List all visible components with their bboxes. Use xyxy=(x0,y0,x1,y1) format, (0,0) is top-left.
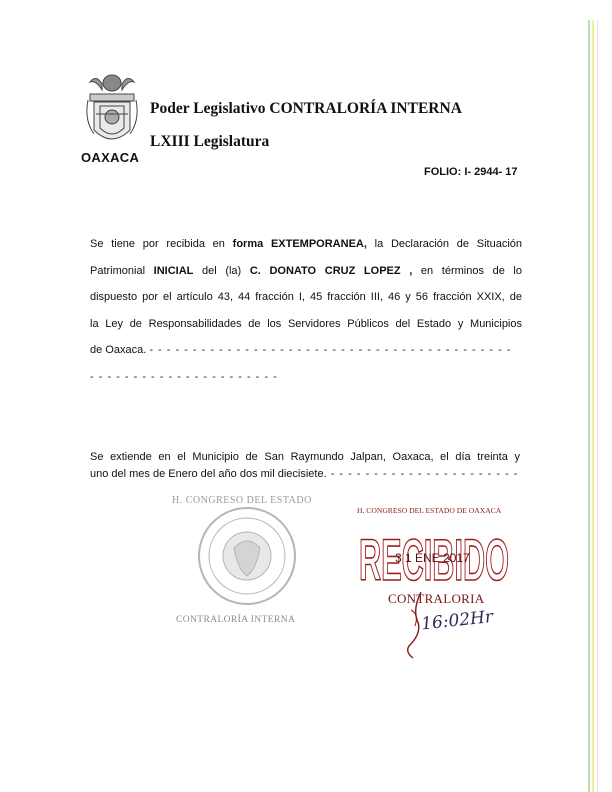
receipt-time: 16:02Hr xyxy=(420,607,494,635)
scan-edge-grey xyxy=(597,20,598,792)
fill-dashes: - - - - - - - - - - - - - - - - - - - - - - xyxy=(90,370,278,383)
place-date-paragraph xyxy=(90,449,520,482)
paragraph-line: dispuesto por el artículo 43, 44 fracción I, 45 fracción III, 46 y 56 fracción XXIX, de xyxy=(90,291,522,303)
paragraph-line: la Ley de Responsabilidades de los Servidores Públicos del Estado y Municipios xyxy=(90,317,522,330)
fill-dashes: - - - - - - - - - - - - - - - - - - - - - - - - - - - - - - - - - - - - - - - - - - xyxy=(149,344,512,356)
fill-dashes: - - - - - - - - - - - - - - - - - - - - - - xyxy=(326,467,519,480)
oaxaca-coat-of-arms-icon xyxy=(82,70,142,150)
folio-number: FOLIO: I- 2944- 17 xyxy=(424,166,518,178)
receipt-paragraph xyxy=(90,231,522,390)
state-name: OAXACA xyxy=(81,150,140,165)
received-text: RECIBIDO xyxy=(359,528,509,593)
page-title: Poder Legislativo CONTRALORÍA INTERNA xyxy=(150,100,462,117)
paragraph-line: uno del mes de Enero del año dos mil diecisiete. - - - - - - - - - - - - - - - - - - - - - - xyxy=(90,467,519,480)
legislature-subtitle: LXIII Legislatura xyxy=(150,133,270,150)
paragraph-line xyxy=(90,364,522,391)
congress-seal-stamp xyxy=(172,490,322,625)
stamp-bottom-text: CONTRALORIA xyxy=(388,591,485,606)
signature-scribble xyxy=(395,590,435,660)
received-stamp xyxy=(355,500,525,645)
seal-bottom-text: CONTRALORÍA INTERNA xyxy=(176,615,296,625)
scan-edge-yellow xyxy=(592,20,594,792)
paragraph-line: Se extiende en el Municipio de San Raymundo Jalpan, Oaxaca, el día treinta y xyxy=(90,451,520,463)
paragraph-line: Patrimonial INICIAL del (la) C. DONATO CRUZ LOPEZ , en términos de lo xyxy=(90,264,522,277)
paragraph-line: Se tiene por recibida en forma EXTEMPORANEA, la Declaración de Situación xyxy=(90,238,523,250)
paragraph-line: de Oaxaca. - - - - - - - - - - - - - - - - - - - - - - - - - - - - - - - - - - - - - - - - - - xyxy=(90,344,512,356)
stamp-top-text: H. CONGRESO DEL ESTADO DE OAXACA xyxy=(357,506,502,515)
seal-top-text: H. CONGRESO DEL ESTADO xyxy=(172,495,312,506)
stamp-date: 3 1 ENE 2017 xyxy=(395,551,470,565)
scan-edge-green xyxy=(588,20,590,792)
